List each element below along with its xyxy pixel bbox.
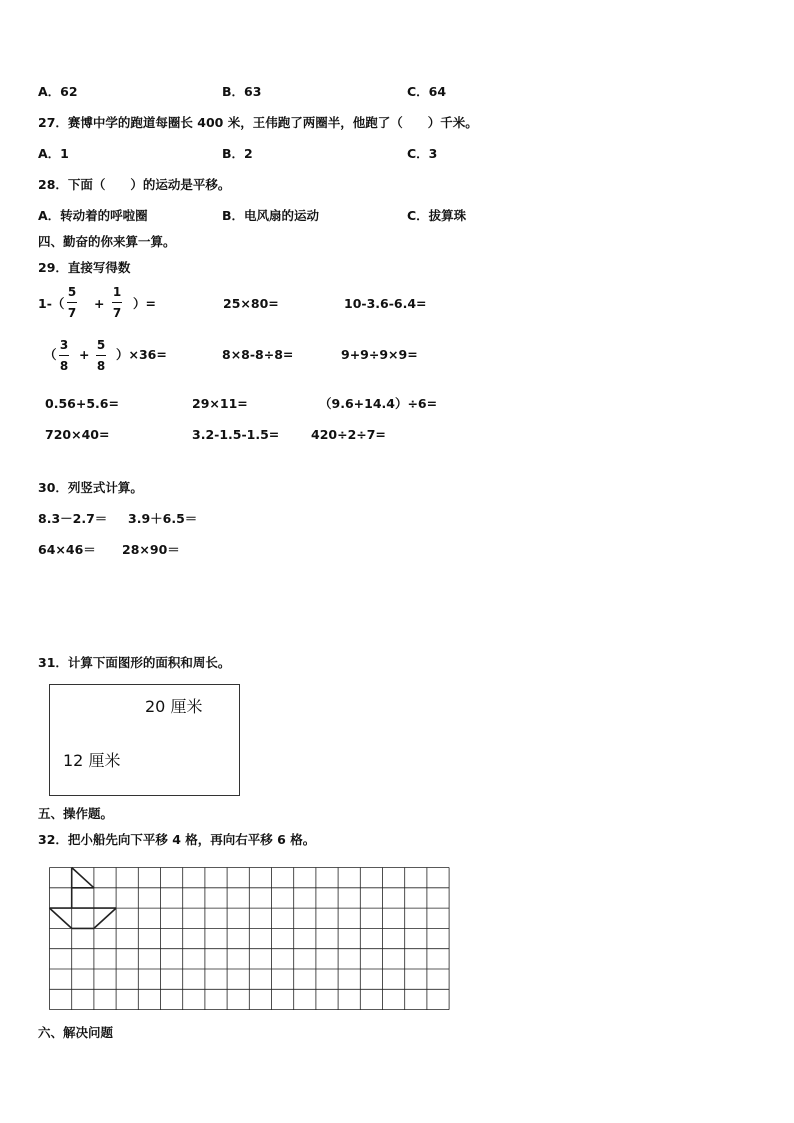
q29-r3-expr-3: （9.6+14.4）÷6= xyxy=(319,396,438,411)
q30-title: 30．列竖式计算。 xyxy=(38,480,143,495)
q29-r1-fraction-2 xyxy=(111,285,123,320)
section-4-heading: 四、勤奋的你来算一算。 xyxy=(38,234,176,249)
q30-expr-2: 3.9＋6.5＝ xyxy=(128,511,198,526)
q30-expr-1: 8.3－2.7＝ xyxy=(38,511,108,526)
rectangle-width-label: 12 厘米 xyxy=(63,751,121,770)
q29-r4-expr-1: 720×40= xyxy=(45,427,110,442)
denominator: 8 xyxy=(96,359,106,373)
boat-hull-left xyxy=(50,908,72,928)
q26-option-a: A．62 xyxy=(38,84,78,99)
numerator: 3 xyxy=(59,338,69,352)
section-5-heading: 五、操作题。 xyxy=(38,806,114,821)
q27-option-a: A．1 xyxy=(38,146,69,161)
boat-grid xyxy=(48,866,452,1013)
q29-r2-fraction-1 xyxy=(58,338,70,373)
q29-r1-expr-3: 10-3.6-6.4= xyxy=(344,296,427,311)
q29-r1-prefix: 1-（ xyxy=(38,296,65,311)
denominator: 7 xyxy=(67,306,77,320)
boat-hull-right xyxy=(94,908,116,928)
q29-r4-expr-2: 3.2-1.5-1.5= xyxy=(192,427,280,442)
q26-option-b: B．63 xyxy=(222,84,262,99)
denominator: 8 xyxy=(59,359,69,373)
numerator: 5 xyxy=(67,285,77,299)
q29-r3-expr-1: 0.56+5.6= xyxy=(45,396,119,411)
q29-r1-plus: + xyxy=(94,296,105,311)
q26-option-c: C．64 xyxy=(407,84,447,99)
q31-title: 31．计算下面图形的面积和周长。 xyxy=(38,655,231,670)
q29-r2-expr-3: 9+9÷9×9= xyxy=(341,347,418,362)
q29-r3-expr-2: 29×11= xyxy=(192,396,248,411)
q28-option-a: A．转动着的呼啦圈 xyxy=(38,208,148,223)
q27-option-b: B．2 xyxy=(222,146,253,161)
rectangle-length-label: 20 厘米 xyxy=(145,697,203,716)
section-6-heading: 六、解决问题 xyxy=(38,1025,114,1040)
q32-title: 32．把小船先向下平移 4 格，再向右平移 6 格。 xyxy=(38,832,316,847)
numerator: 5 xyxy=(96,338,106,352)
numerator: 1 xyxy=(112,285,122,299)
q27-stem: 27．赛博中学的跑道每圈长 400 米，王伟跑了两圈半，他跑了（ ）千米。 xyxy=(38,115,478,130)
q29-r2-expr-2: 8×8-8÷8= xyxy=(222,347,294,362)
q29-title: 29．直接写得数 xyxy=(38,260,131,275)
q29-r1-fraction-1 xyxy=(66,285,78,320)
q28-option-c: C．拔算珠 xyxy=(407,208,467,223)
q29-r4-expr-3: 420÷2÷7= xyxy=(311,427,386,442)
q30-expr-4: 28×90＝ xyxy=(122,542,180,557)
q28-option-b: B．电风扇的运动 xyxy=(222,208,320,223)
q27-option-c: C．3 xyxy=(407,146,438,161)
q29-r1-suffix: ）= xyxy=(133,296,156,311)
q29-r2-suffix: ）×36= xyxy=(116,347,167,362)
q29-r2-prefix: （ xyxy=(44,347,57,362)
boat-sail-edge xyxy=(72,868,94,888)
q29-r2-fraction-2 xyxy=(95,338,107,373)
denominator: 7 xyxy=(112,306,122,320)
q28-stem: 28．下面（ ）的运动是平移。 xyxy=(38,177,231,192)
q30-expr-3: 64×46＝ xyxy=(38,542,96,557)
q29-r2-plus: + xyxy=(79,347,90,362)
rectangle-figure xyxy=(49,684,240,796)
q29-r1-expr-2: 25×80= xyxy=(223,296,279,311)
